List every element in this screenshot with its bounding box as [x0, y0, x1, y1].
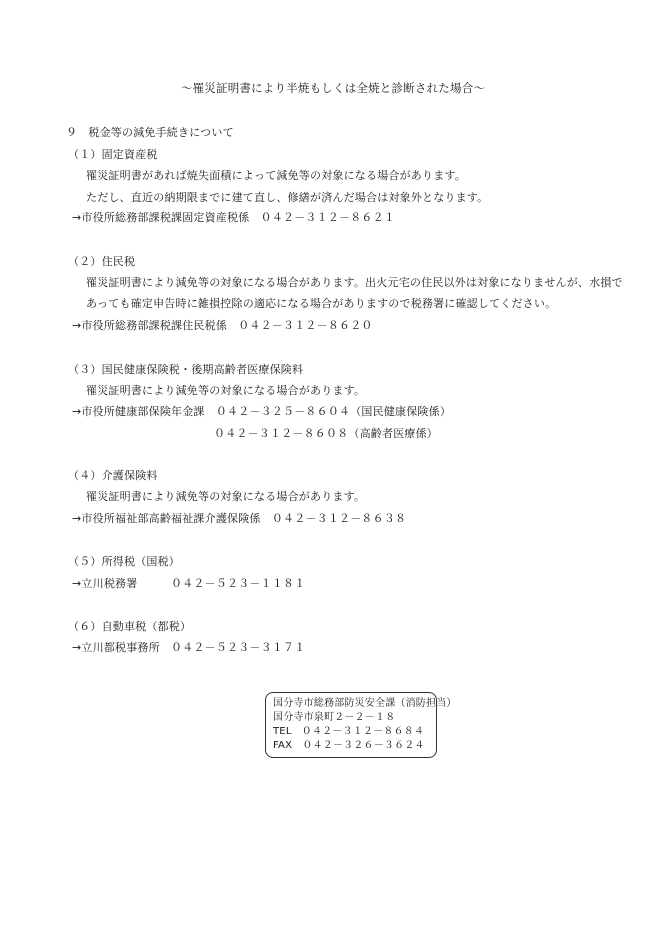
item-text-line: 罹災証明書により減免等の対象になる場合があります。 [86, 490, 366, 503]
item-heading-care-insurance: （４）介護保険料 [68, 469, 158, 482]
page-title: ～罹災証明書により半焼もしくは全焼と診断された場合～ [180, 81, 486, 95]
contact-fixed-asset-tax: →市役所総務部課税課固定資産税係 ０４２－３１２－８６２１ [72, 211, 396, 224]
item-heading-automobile-tax: （６）自動車税（都税） [68, 620, 192, 633]
contact-elderly-medical: ０４２－３１２－８６０８（高齢者医療係） [214, 427, 438, 440]
item-text-line: 罹災証明書により減免等の対象になる場合があります。出火元宅の住民以外は対象になりませんが、水損で [86, 276, 623, 289]
item-text-line: 罹災証明書により減免等の対象になる場合があります。 [86, 384, 366, 397]
contact-box-dept: 国分寺市総務部防災安全課（消防担当） [273, 698, 457, 709]
item-heading-resident-tax: （２）住民税 [68, 255, 136, 268]
contact-resident-tax: →市役所総務部課税課住民税係 ０４２－３１２－８６２０ [72, 319, 373, 332]
contact-box [265, 692, 457, 758]
item-text-line: あっても確定申告時に雑損控除の適応になる場合がありますので税務署に確認してください。 [86, 297, 557, 310]
item-text-line: ただし、直近の納期限までに建て直し、修繕が済んだ場合は対象外となります。 [86, 191, 489, 204]
contact-tax-office: →立川税務署 ０４２－５２３－１１８１ [72, 577, 306, 590]
item-heading-health-insurance: （３）国民健康保険税・後期高齢者医療保険料 [68, 363, 304, 376]
section-heading: ９ 税金等の減免手続きについて [66, 126, 234, 139]
item-text-line: 罹災証明書があれば焼失面積によって減免等の対象になる場合があります。 [86, 169, 466, 182]
item-heading-fixed-asset-tax: （１）固定資産税 [68, 148, 158, 161]
contact-care-insurance: →市役所福祉部高齢福祉課介護保険係 ０４２－３１２－８６３８ [72, 512, 407, 525]
contact-metropolitan-tax-office: →立川都税事務所 ０４２－５２３－３１７１ [72, 641, 306, 654]
item-heading-income-tax: （５）所得税（国税） [68, 555, 180, 568]
contact-box-fax: FAX ０４２－３２６－３６２４ [273, 740, 425, 751]
contact-box-address: 国分寺市泉町２－２－１８ [273, 712, 396, 723]
contact-box-tel: TEL ０４２－３１２－８６８４ [273, 726, 425, 737]
contact-health-insurance: →市役所健康部保険年金課 ０４２－３２５－８６０４（国民健康保険係） [72, 405, 452, 418]
